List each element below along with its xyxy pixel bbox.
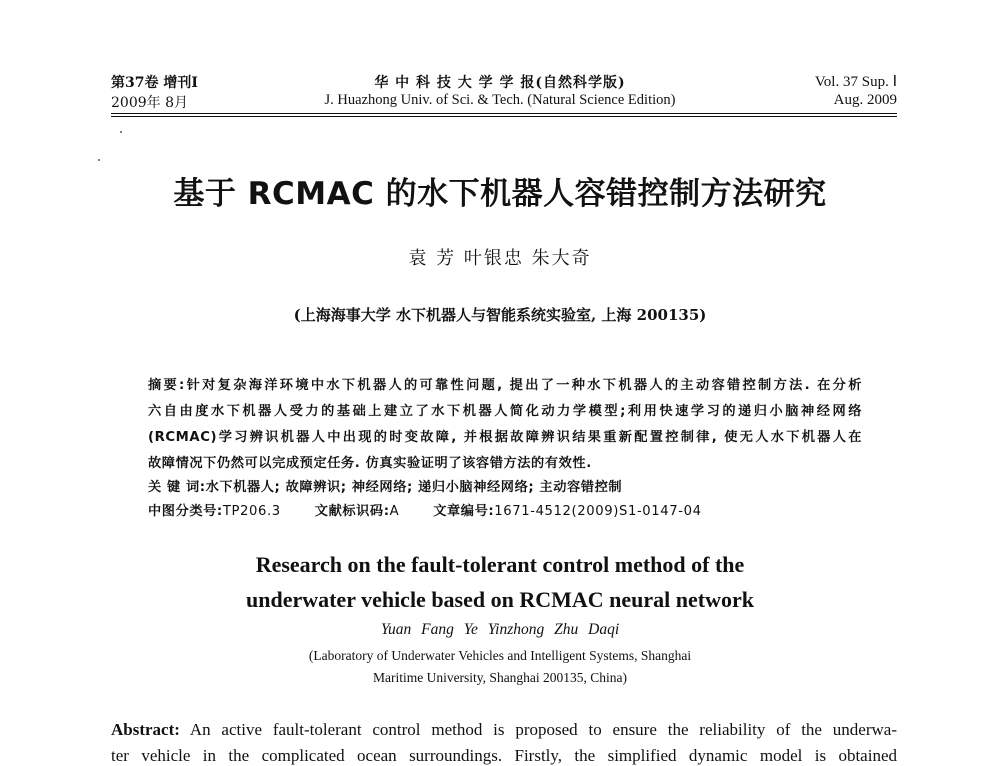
abstract-cn-line-2: 六自由度水下机器人受力的基础上建立了水下机器人简化动力学模型;利用快速学习的递归小脑神经网络	[148, 404, 862, 419]
abstract-cn-line-4: 故障情况下仍然可以完成预定任务. 仿真实验证明了该容错方法的有效性.	[148, 456, 592, 471]
affiliation-en-line-2: Maritime University, Shanghai 200135, China)	[372, 670, 628, 685]
clc-label: 中图分类号:	[148, 504, 223, 519]
scan-speck	[98, 159, 100, 161]
scan-speck	[120, 131, 122, 133]
header-rule	[111, 113, 897, 114]
doc-code-value: A	[389, 504, 400, 519]
paper-title-en-line-1: Research on the fault-tolerant control method of the	[255, 552, 745, 577]
abstract-cn-label: 摘要:	[148, 378, 185, 393]
paper-title-en-line-2: underwater vehicle based on RCMAC neural network	[245, 587, 754, 612]
date-cn: 2009年 8月	[111, 95, 188, 111]
volume-issue-en: Vol. 37 Sup. Ⅰ	[814, 74, 897, 90]
keywords-cn-label: 关 键 词:	[148, 480, 206, 495]
authors-en: Yuan Fang Ye Yinzhong Zhu Daqi	[380, 621, 620, 638]
abstract-cn-line-1: 摘要:针对复杂海洋环境中水下机器人的可靠性问题, 提出了一种水下机器人的主动容错控制方法. 在分析	[148, 378, 862, 393]
volume-issue-cn: 第37卷 增刊Ⅰ	[111, 75, 198, 91]
header-rule-thin	[111, 116, 897, 117]
clc-value: TP206.3	[222, 504, 281, 519]
paper-title-cn: 基于 RCMAC 的水下机器人容错控制方法研究	[173, 176, 827, 212]
keywords-cn	[148, 476, 622, 495]
article-number-value: 1671-4512(2009)S1-0147-04	[494, 504, 702, 519]
journal-title-cn: 华 中 科 技 大 学 学 报(自然科学版)	[374, 75, 626, 91]
keywords-cn-text: 水下机器人; 故障辨识; 神经网络; 递归小脑神经网络; 主动容错控制	[205, 480, 623, 495]
journal-title-en: J. Huazhong Univ. of Sci. & Tech. (Natural Science Edition)	[324, 92, 676, 108]
affiliation-en-line-1: (Laboratory of Underwater Vehicles and Intelligent Systems, Shanghai	[308, 648, 692, 663]
doc-code-label: 文献标识码:	[314, 504, 390, 519]
date-en: Aug. 2009	[833, 92, 897, 108]
abstract-en-line-1: Abstract: An active fault-tolerant control method is proposed to ensure the reliability of the underwa-	[111, 720, 897, 739]
affiliation-cn: (上海海事大学 水下机器人与智能系统实验室, 上海 200135)	[293, 306, 707, 324]
abstract-en-line-2: ter vehicle in the complicated ocean surroundings. Firstly, the simplified dynamic model is obtained	[111, 746, 897, 765]
abstract-cn-line-3: (RCMAC)学习辨识机器人中出现的时变故障, 并根据故障辨识结果重新配置控制律, 使无人水下机器人在	[148, 430, 862, 445]
abstract-en-label: Abstract:	[111, 720, 180, 739]
article-number-label: 文章编号:	[433, 504, 495, 519]
classification-line	[148, 500, 702, 519]
authors-cn: 袁 芳 叶银忠 朱大奇	[408, 248, 592, 269]
